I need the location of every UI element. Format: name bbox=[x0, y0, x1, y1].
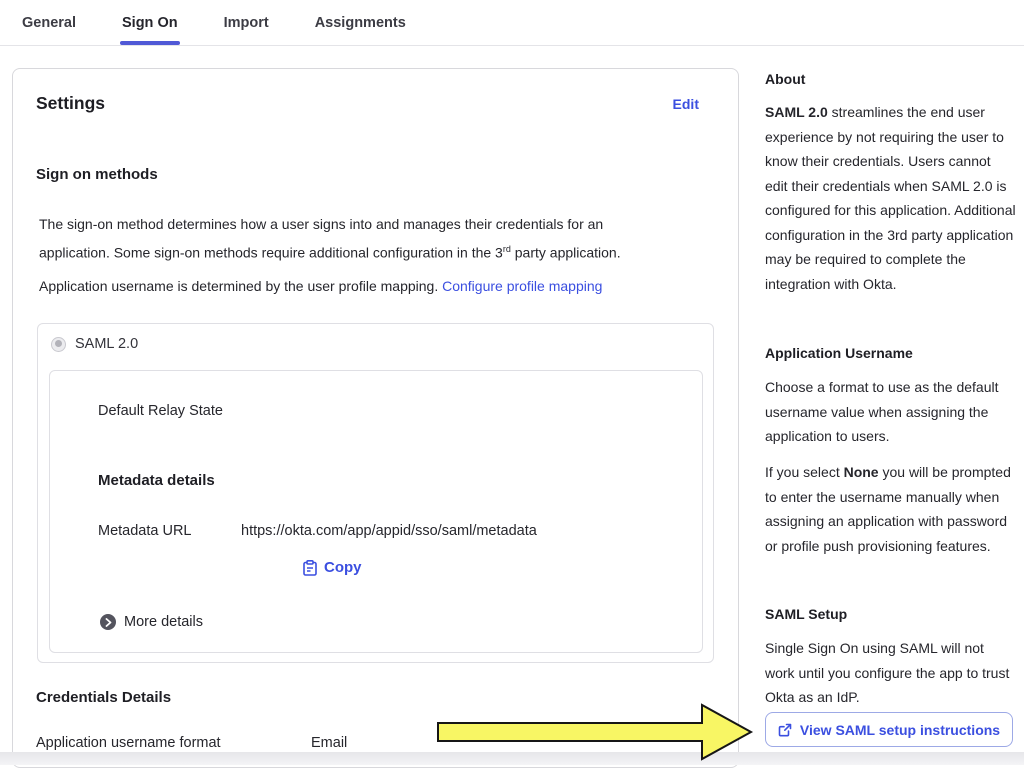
description-text: The sign-on method determines how a user signs into and manages their credentials for an application. Some sign-on methods require additional configuration in the 3 bbox=[39, 216, 604, 261]
view-saml-button-label: View SAML setup instructions bbox=[799, 721, 1001, 738]
saml-radio-row bbox=[51, 336, 138, 352]
none-text-before: If you select bbox=[765, 464, 844, 480]
metadata-url-value: https://okta.com/app/appid/sso/saml/metadata bbox=[241, 523, 537, 539]
application-username-paragraph-2 bbox=[765, 460, 1017, 558]
more-details-toggle[interactable] bbox=[100, 614, 203, 630]
saml-details-box bbox=[49, 370, 703, 653]
saml-radio-button[interactable] bbox=[51, 337, 66, 352]
tab-general[interactable]: General bbox=[22, 14, 76, 31]
username-mapping-note bbox=[39, 274, 669, 299]
saml-radio-label: SAML 2.0 bbox=[75, 336, 139, 352]
none-bold-text: None bbox=[843, 464, 879, 480]
configure-profile-mapping-link[interactable]: Configure profile mapping bbox=[442, 278, 603, 294]
sign-on-methods-description bbox=[39, 212, 669, 265]
default-relay-state-label: Default Relay State bbox=[98, 403, 223, 419]
saml-setup-paragraph: Single Sign On using SAML will not work until you configure the app to trust Okta as an IdP. bbox=[765, 640, 1010, 705]
copy-label: Copy bbox=[324, 559, 362, 576]
username-note-text: Application username is determined by the user profile mapping. bbox=[39, 278, 443, 294]
tab-sign-on[interactable]: Sign On bbox=[122, 0, 178, 45]
chevron-right-icon bbox=[100, 614, 116, 630]
ordinal-superscript: rd bbox=[502, 243, 511, 254]
sign-on-methods-heading: Sign on methods bbox=[36, 166, 158, 183]
application-username-paragraph-1: Choose a format to use as the default username value when assigning the application to users. bbox=[765, 379, 999, 444]
view-saml-setup-instructions-button[interactable] bbox=[765, 712, 1013, 747]
saml-method-box bbox=[37, 323, 714, 663]
about-bold-text: SAML 2.0 bbox=[765, 104, 828, 120]
credentials-details-heading: Credentials Details bbox=[36, 689, 172, 706]
none-text-after: you will be prompted to enter the username manually when assigning an application with password or profile push provisioning features. bbox=[765, 464, 1011, 554]
clipboard-icon bbox=[303, 560, 317, 576]
more-details-label: More details bbox=[124, 614, 203, 630]
tab-assignments[interactable]: Assignments bbox=[314, 14, 406, 31]
app-username-format-label: Application username format bbox=[36, 735, 221, 751]
metadata-url-label: Metadata URL bbox=[98, 523, 192, 539]
tab-import[interactable]: Import bbox=[223, 14, 269, 31]
about-body-text: streamlines the end user experience by not requiring the user to know their credentials. Users cannot edit their credentials when SAML 2.0 is configured for this application. Additional configuration in the 3rd party application may be required to complete the integration with Okta. bbox=[765, 104, 1016, 292]
about-paragraph bbox=[765, 100, 1017, 296]
application-username-heading: Application Username bbox=[765, 345, 913, 361]
copy-button[interactable] bbox=[303, 559, 362, 576]
app-username-format-value: Email bbox=[311, 735, 348, 751]
settings-card bbox=[12, 68, 739, 768]
description-text-tail: party application. bbox=[510, 244, 621, 261]
saml-setup-heading: SAML Setup bbox=[765, 606, 848, 622]
settings-title: Settings bbox=[36, 93, 106, 113]
external-link-icon bbox=[778, 723, 792, 737]
app-tabs bbox=[0, 0, 1024, 46]
edit-link[interactable]: Edit bbox=[672, 96, 699, 112]
bottom-cutoff-strip bbox=[0, 752, 1024, 765]
about-heading: About bbox=[765, 71, 806, 87]
metadata-details-heading: Metadata details bbox=[98, 472, 215, 489]
